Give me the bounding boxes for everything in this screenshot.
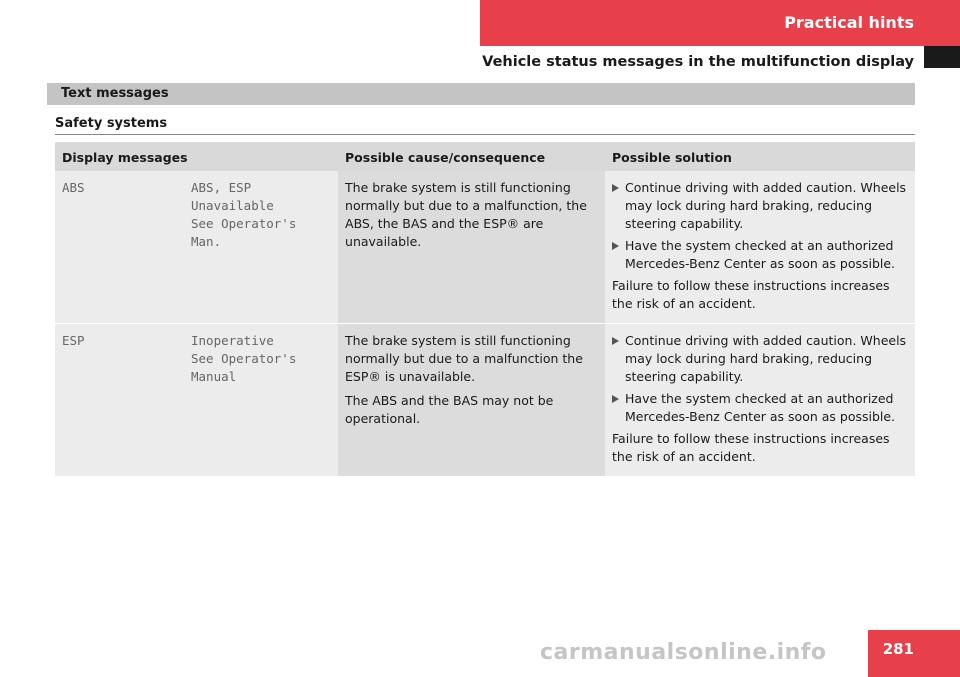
solution-step [612, 390, 908, 426]
thumb-index-mark [924, 46, 960, 68]
solution-step-text: Have the system checked at an authorized Mercedes-Benz Center as soon as possible. [625, 391, 896, 424]
column-header-display-messages: Display messages [55, 142, 338, 171]
cause-text: The ABS and the BAS may not be operational. [345, 393, 554, 426]
message-code: ABS [55, 171, 184, 324]
cause-cell [338, 324, 605, 477]
arrow-bullet-icon [612, 242, 619, 250]
solution-cell [605, 171, 915, 324]
solution-step [612, 237, 908, 273]
solution-step-text: Have the system checked at an authorized Mercedes-Benz Center as soon as possible. [625, 238, 896, 271]
table-row [55, 324, 915, 477]
page-heading: Vehicle status messages in the multifunction display [482, 54, 914, 70]
display-message-line: Manual [191, 369, 237, 384]
column-header-possible-cause: Possible cause/consequence [338, 142, 605, 171]
page-number-box [868, 630, 960, 677]
subsection-title: Safety systems [55, 116, 168, 131]
solution-step-text: Continue driving with added caution. Wheels may lock during hard braking, reducing steering capability. [625, 333, 907, 384]
display-message-line: Unavailable [191, 198, 274, 213]
display-message-line: See Operator's [191, 216, 297, 231]
display-message [184, 324, 338, 477]
display-message-line: Man. [191, 234, 222, 249]
display-message [184, 171, 338, 324]
cause-cell [338, 171, 605, 324]
solution-step [612, 179, 908, 233]
cause-text: The brake system is still functioning normally but due to a malfunction the ESP® is unavailable. [345, 333, 583, 384]
display-message-line: ABS, ESP [191, 180, 252, 195]
warning-text: Failure to follow these instructions increases the risk of an accident. [612, 431, 890, 464]
arrow-bullet-icon [612, 184, 619, 192]
warning-text: Failure to follow these instructions increases the risk of an accident. [612, 278, 890, 311]
watermark: carmanualsonline.info [540, 640, 827, 665]
chapter-tab [480, 0, 960, 46]
section-title: Text messages [47, 83, 915, 105]
solution-step [612, 332, 908, 386]
chapter-title: Practical hints [784, 13, 914, 32]
message-code: ESP [55, 324, 184, 477]
column-header-possible-solution: Possible solution [605, 142, 915, 171]
solution-step-text: Continue driving with added caution. Wheels may lock during hard braking, reducing steering capability. [625, 180, 907, 231]
table-header-row [55, 142, 915, 171]
page-number: 281 [882, 640, 914, 658]
solution-cell [605, 324, 915, 477]
messages-table [55, 142, 915, 477]
cause-text: The brake system is still functioning normally but due to a malfunction, the ABS, the BAS and the ESP® are unavailable. [345, 180, 587, 249]
arrow-bullet-icon [612, 337, 619, 345]
display-message-line: See Operator's [191, 351, 297, 366]
subsection-divider [55, 134, 915, 135]
arrow-bullet-icon [612, 395, 619, 403]
display-message-line: Inoperative [191, 333, 274, 348]
table-row [55, 171, 915, 324]
